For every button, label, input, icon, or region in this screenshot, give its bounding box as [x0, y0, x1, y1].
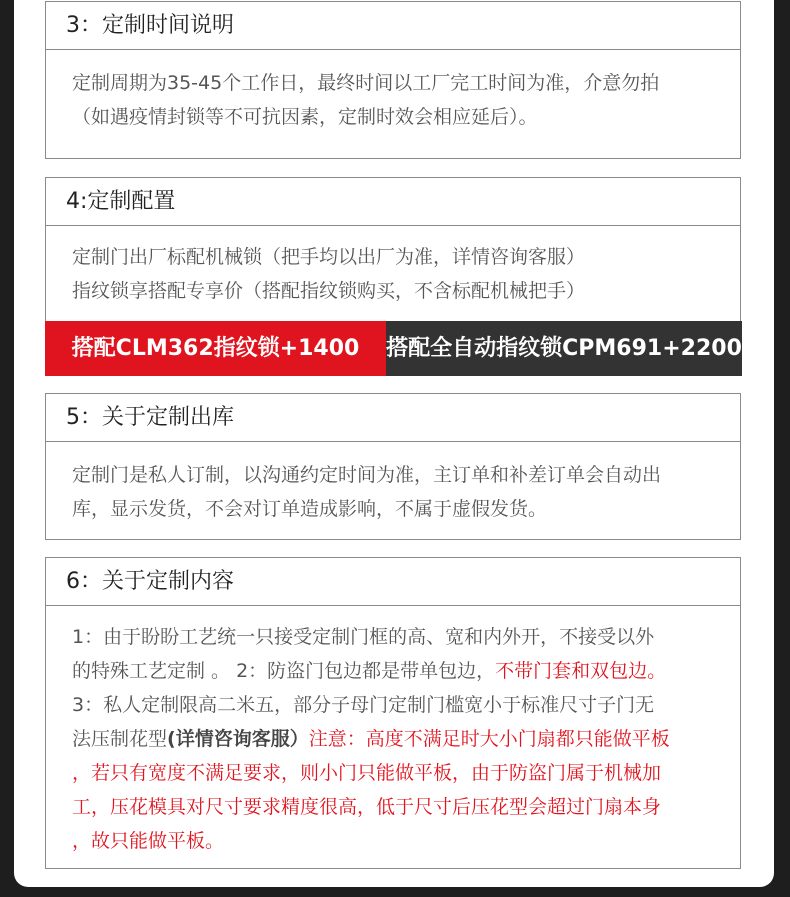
section-6-body — [46, 606, 740, 858]
section-5-line: 定制门是私人订制，以沟通约定时间为准，主订单和补差订单会自动出 — [72, 464, 662, 486]
section-6-line: ，若只有宽度不满足要求，则小门只能做平板，由于防盗门属于机械加 — [72, 762, 662, 784]
section-6-line — [72, 722, 720, 756]
section-3-body — [46, 50, 740, 134]
section-3-box — [45, 1, 741, 159]
section-4-body — [46, 226, 740, 308]
section-6-line: 3：私人定制限高二米五，部分子母门定制门槛宽小于标准尺寸子门无 — [72, 694, 655, 716]
section-6-line: ，故只能做平板。 — [72, 830, 225, 852]
section-6-text: 法压制花型 — [72, 728, 168, 750]
section-6-line — [72, 654, 720, 688]
section-3-line: （如遇疫情封锁等不可抗因素，定制时效会相应延后）。 — [72, 106, 538, 128]
section-6-text: 的特殊工艺定制 。 2：防盗门包边都是带单包边， — [72, 660, 496, 682]
option-cpm691-button[interactable]: 搭配全自动指纹锁CPM691+2200 — [386, 321, 742, 376]
section-6-title: 6：关于定制内容 — [46, 558, 740, 606]
section-3-title: 3：定制时间说明 — [46, 2, 740, 50]
section-6-bold-note: (详情咨询客服） — [167, 728, 309, 750]
section-6-highlight: 注意：高度不满足时大小门扇都只能做平板 — [308, 728, 670, 750]
section-5-title: 5：关于定制出库 — [46, 394, 740, 442]
section-3-line: 定制周期为35-45个工作日，最终时间以工厂完工时间为准，介意勿拍 — [72, 72, 660, 94]
section-6-line: 1：由于盼盼工艺统一只接受定制门框的高、宽和内外开，不接受以外 — [72, 626, 655, 648]
section-6-line: 工，压花模具对尺寸要求精度很高，低于尺寸后压花型会超过门扇本身 — [72, 796, 662, 818]
section-4-title: 4:定制配置 — [46, 178, 740, 226]
section-5-line: 库，显示发货，不会对订单造成影响，不属于虚假发货。 — [72, 498, 548, 520]
section-6-box — [45, 557, 741, 869]
section-6-highlight: 不带门套和双包边。 — [495, 660, 667, 682]
option-clm362-button[interactable]: 搭配CLM362指纹锁+1400 — [45, 321, 386, 376]
section-4-line: 定制门出厂标配机械锁（把手均以出厂为准，详情咨询客服） — [72, 246, 586, 268]
section-5-box — [45, 393, 741, 540]
section-5-body — [46, 442, 740, 526]
section-4-line: 指纹锁享搭配专享价（搭配指纹锁购买，不含标配机械把手） — [72, 280, 586, 302]
